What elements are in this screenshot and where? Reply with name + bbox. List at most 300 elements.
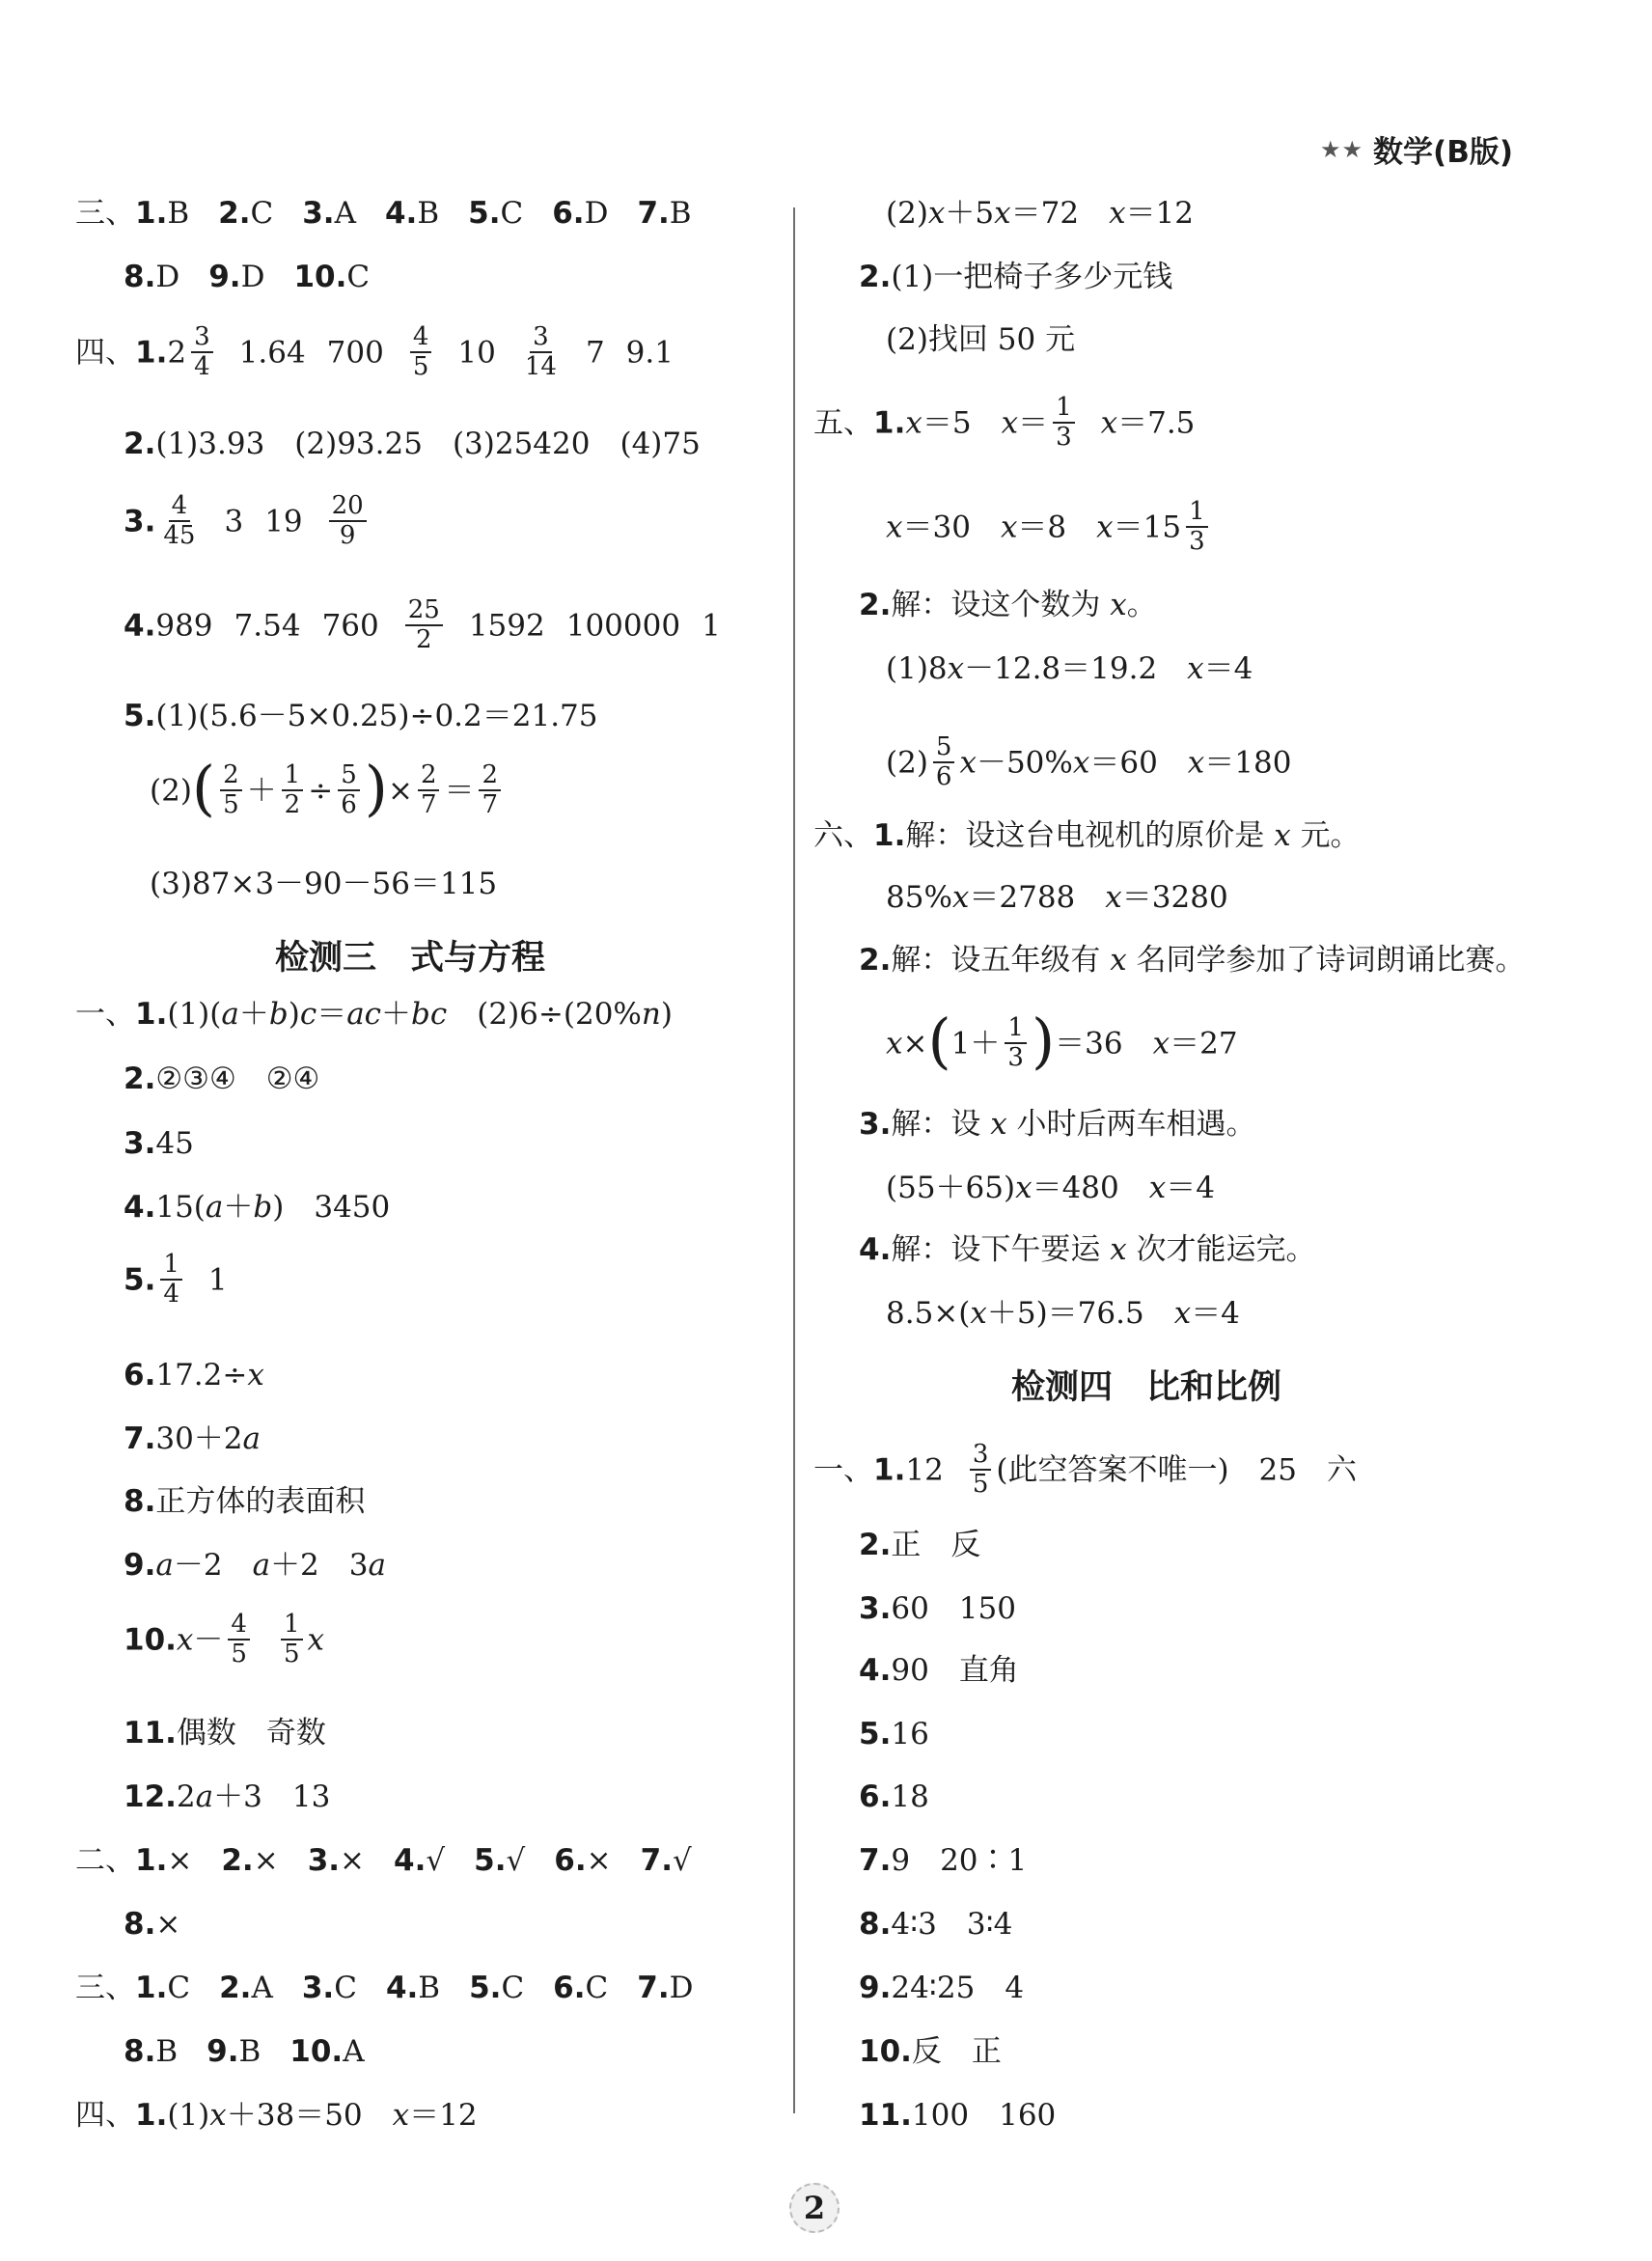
item-number: 9.: [208, 260, 241, 294]
variable: x: [927, 196, 946, 231]
item-number: 12.: [124, 1779, 177, 1814]
text: ＝: [317, 997, 347, 1032]
text: －: [193, 1622, 224, 1658]
answer-line: [124, 1610, 324, 1670]
choice-answer: [308, 1843, 365, 1878]
text: ) 3450: [272, 1190, 391, 1225]
text: ＋5: [945, 196, 995, 231]
answer-line: [859, 2034, 1002, 2069]
answer-line: [124, 1907, 209, 1942]
item-number: 6.: [553, 1971, 586, 2005]
answer-line: [150, 869, 497, 899]
variable: x: [1274, 818, 1291, 853]
text: ＝4: [1166, 1171, 1215, 1205]
answer-value: D: [584, 196, 609, 231]
item-number: 6.: [124, 1358, 156, 1392]
variable: x: [1096, 510, 1114, 545]
answer-text: (1)一把椅子多少元钱: [891, 260, 1173, 294]
text: ＝72: [1010, 196, 1110, 231]
variable: x: [1015, 1171, 1032, 1205]
answer-line: [886, 1006, 1238, 1076]
answer-line: [813, 818, 1361, 853]
answer-line: [859, 1530, 980, 1560]
choice-answer: [641, 1843, 692, 1878]
answer-value: ×: [155, 1907, 181, 1942]
text: (1): [167, 2098, 210, 2133]
section-number: 六、: [813, 818, 873, 853]
variable: x: [947, 651, 965, 686]
fraction-denominator: 3: [1189, 527, 1205, 557]
variable: c: [299, 997, 317, 1032]
fraction-numerator: 3: [530, 323, 552, 353]
item-number: 3.: [301, 1971, 335, 2005]
text: (1)(: [167, 997, 222, 1032]
value: 7.54: [234, 608, 301, 644]
text: ×: [902, 1026, 928, 1062]
text: －2: [173, 1548, 253, 1583]
item-number: 1.: [135, 2098, 168, 2133]
answer-line: [124, 1358, 264, 1392]
fraction-numerator: 2: [220, 761, 242, 791]
text: －12.8＝19.2: [964, 651, 1188, 686]
item-number: 5.: [124, 1262, 156, 1298]
fraction-denominator: 7: [420, 790, 437, 819]
answer-line: [859, 2098, 1057, 2133]
variable: x: [1000, 510, 1018, 545]
item-number: 8.: [859, 1907, 892, 1942]
item-number: 1.: [873, 818, 906, 853]
text: 解：设: [891, 1107, 991, 1142]
item-number: 8.: [124, 260, 156, 294]
item-number: 5.: [469, 1971, 502, 2005]
text: －50%: [976, 745, 1073, 781]
answer-text: 90 直角: [891, 1653, 1019, 1688]
answer-value: C: [500, 196, 524, 231]
variable: x: [307, 1622, 324, 1658]
answer-line: [75, 322, 674, 383]
choice-answer: [474, 1843, 525, 1878]
item-number: 8.: [124, 2034, 156, 2069]
section-number: 三、: [75, 196, 135, 231]
answer-value: B: [417, 196, 440, 231]
choice-answer: [135, 1843, 192, 1878]
item-number: 2.: [859, 588, 892, 622]
item-number: 2.: [219, 1971, 252, 2005]
answer-line: [124, 2034, 394, 2069]
text: ＝5: [922, 405, 1002, 441]
answer-text: 24∶25 4: [891, 1971, 1025, 2005]
fraction: [410, 323, 432, 381]
answer-value: C: [346, 260, 371, 294]
variable: x: [247, 1358, 264, 1392]
value: 10: [457, 335, 496, 371]
variable: x: [1173, 1296, 1192, 1331]
answer-value: D: [240, 260, 265, 294]
answer-value: A: [343, 2034, 365, 2069]
value: 7: [585, 335, 605, 371]
fraction-denominator: 5: [412, 352, 429, 382]
choice-answer: [637, 1971, 693, 2005]
choice-answer: [208, 260, 264, 294]
answer-value: B: [418, 1971, 441, 2005]
value: 19: [264, 504, 303, 539]
section-title: 检测三 式与方程: [275, 939, 546, 978]
item-number: 7.: [640, 1843, 673, 1878]
fraction-denominator: 5: [283, 1640, 300, 1669]
fraction: [228, 1611, 250, 1668]
section-title: 检测四 比和比例: [1011, 1368, 1282, 1407]
variable: x: [994, 196, 1011, 231]
fraction: [479, 761, 501, 819]
answer-line: [859, 1653, 1019, 1688]
answer-line: [859, 1107, 1256, 1142]
choice-answer: [135, 196, 189, 231]
text: ＝4: [1203, 651, 1253, 686]
answer-value: A: [334, 196, 356, 231]
choice-answer: [469, 1971, 524, 2005]
item-number: 2.: [859, 943, 892, 978]
fraction-numerator: 3: [970, 1441, 992, 1471]
fraction: [282, 761, 304, 819]
answer-text: 4∶3 3∶4: [891, 1907, 1013, 1942]
star-icon: ★★: [1320, 135, 1364, 163]
text: ): [288, 997, 300, 1032]
choice-answer: [637, 196, 691, 231]
answer-value: C: [167, 1971, 191, 2005]
fraction-numerator: 2: [418, 761, 440, 791]
text: ): [660, 997, 673, 1032]
fraction-numerator: 5: [933, 733, 955, 763]
fraction: [970, 1441, 992, 1499]
text: 17.2÷: [155, 1358, 248, 1392]
text: 30＋2: [155, 1421, 243, 1456]
item-number: 4.: [859, 1653, 892, 1688]
choice-answer: [124, 260, 179, 294]
answer-value: B: [155, 2034, 179, 2069]
text: ＋: [238, 997, 269, 1032]
text: 85%: [886, 880, 952, 915]
fraction-numerator: 1: [1005, 1014, 1027, 1044]
answer-value: C: [585, 1971, 609, 2005]
variable: x: [1110, 1232, 1127, 1267]
variable: x: [1110, 943, 1127, 978]
answer-text: (3)87×3－90－56＝115: [150, 867, 498, 901]
choice-answer: [302, 1971, 357, 2005]
item-number: 7.: [637, 1971, 670, 2005]
item-number: 4.: [124, 608, 156, 644]
answer-line: [124, 429, 701, 459]
item-number: 11.: [124, 1716, 177, 1751]
variable: x: [1187, 651, 1204, 686]
answer-line: [124, 699, 598, 733]
variable: x: [1152, 1026, 1170, 1062]
answer-line: [886, 322, 1076, 357]
fraction: [329, 492, 367, 550]
item-number: 4.: [859, 1232, 892, 1267]
answer-text: (1)(5.6－5×0.25)÷0.2＝21.75: [155, 699, 598, 733]
item-number: 10.: [859, 2034, 912, 2069]
paren-open: (: [191, 753, 216, 823]
text: ＝4: [1191, 1296, 1240, 1331]
text: ＋5)＝76.5: [986, 1296, 1174, 1331]
item-number: 1.: [135, 335, 168, 371]
text: (2)6÷(20%: [447, 997, 642, 1032]
fraction-numerator: 3: [191, 323, 213, 353]
item-number: 8.: [124, 1907, 156, 1942]
choice-answer: [218, 196, 273, 231]
fraction-denominator: 7: [482, 790, 499, 819]
item-number: 2.: [218, 196, 251, 231]
fraction-numerator: 2: [479, 761, 501, 791]
item-number: 1.: [135, 997, 168, 1032]
fraction: [405, 596, 443, 654]
fraction-numerator: 5: [338, 761, 360, 791]
answer-value: C: [501, 1971, 525, 2005]
answer-text: (2)找回 50 元: [886, 322, 1076, 357]
variable: b: [253, 1190, 273, 1225]
answer-text: (1)3.93 (2)93.25 (3)25420 (4)75: [155, 427, 701, 461]
fraction: [522, 323, 560, 381]
fraction-numerator: 1: [1186, 498, 1208, 528]
item-number: 2.: [124, 427, 156, 461]
item-number: 3.: [124, 1126, 156, 1161]
answer-value: ×: [253, 1843, 279, 1878]
answer-value: B: [238, 2034, 262, 2069]
answer-line: [75, 1973, 722, 2003]
item-number: 6.: [552, 196, 585, 231]
value: 9.1: [625, 335, 674, 371]
item-number: 9.: [124, 1548, 156, 1583]
fraction-numerator: 4: [410, 323, 432, 353]
answer-line: [859, 1591, 1016, 1626]
variable: x: [951, 880, 970, 915]
item-number: 2.: [221, 1843, 254, 1878]
text: 次才能运完。: [1126, 1232, 1316, 1267]
text: 解：设这个数为: [891, 588, 1111, 622]
item-number: 7.: [637, 196, 670, 231]
text: 2: [176, 1779, 196, 1814]
fraction: [1005, 1014, 1027, 1072]
item-number: 2.: [859, 1528, 892, 1562]
text: (2): [886, 196, 928, 231]
answer-line: [859, 262, 1172, 292]
choice-answer: [302, 196, 356, 231]
answer-text: 反 正: [911, 2034, 1002, 2069]
answer-line: (2)( $\frac{2}{5}$ ＋ $\frac{1}{2}$ ÷ $\frac{5}{6}$ )× $\frac{2}{7}$ ＝ $\frac{2}{7}$: [150, 762, 506, 822]
item-number: 4.: [124, 1190, 156, 1225]
fraction-denominator: 4: [163, 1280, 179, 1310]
answer-line: [859, 943, 1526, 978]
text: ＝30: [902, 510, 1001, 545]
item-number: 4.: [385, 1971, 419, 2005]
choice-answer: [468, 196, 523, 231]
answer-text: 9 20∶1: [891, 1843, 1028, 1878]
text: ＝27: [1170, 1026, 1238, 1062]
answer-text: 18: [891, 1779, 929, 1814]
section-number: 三、: [75, 1971, 135, 2005]
variable: a: [155, 1548, 174, 1583]
item-number: 3.: [307, 1843, 341, 1878]
text: ＝8: [1017, 510, 1097, 545]
variable: bc: [411, 997, 448, 1032]
answer-line: [886, 880, 1228, 915]
item-number: 1.: [135, 1971, 168, 2005]
variable: x: [1105, 880, 1122, 915]
variable: x: [1100, 405, 1118, 441]
text: ＝12: [409, 2098, 478, 2133]
answer-line: [124, 1190, 391, 1225]
answer-value: D: [155, 260, 180, 294]
variable: ac: [346, 997, 382, 1032]
text: ＝12: [1125, 196, 1195, 231]
fraction-denominator: 3: [1007, 1043, 1024, 1072]
section-number: 一、: [813, 1452, 873, 1488]
variable: a: [195, 1779, 214, 1814]
variable: n: [641, 997, 661, 1032]
choice-answer: [221, 1843, 278, 1878]
fraction-denominator: 9: [339, 521, 356, 551]
variable: x: [1109, 196, 1126, 231]
variable: x: [176, 1622, 194, 1658]
text: ＋: [223, 1190, 254, 1225]
fraction-denominator: 2: [284, 790, 301, 819]
value: 1: [702, 608, 721, 644]
answer-text: 100 160: [911, 2098, 1057, 2133]
item-number: 8.: [124, 1484, 156, 1519]
answer-text: 正方体的表面积: [155, 1484, 366, 1519]
text: ＝36: [1055, 1026, 1153, 1062]
variable: x: [886, 510, 903, 545]
value: 100000: [565, 608, 681, 644]
choice-answer: [552, 196, 608, 231]
item-number: 6.: [554, 1843, 587, 1878]
answer-line: [859, 1843, 1028, 1878]
text: ＋3 13: [213, 1779, 331, 1814]
answer-value: C: [334, 1971, 357, 2005]
fraction: [281, 1611, 303, 1668]
fraction-numerator: 20: [329, 492, 367, 522]
item-number: 7.: [859, 1843, 892, 1878]
item-number: 2.: [859, 260, 892, 294]
fraction-denominator: 2: [416, 625, 432, 655]
section-number: 二、: [75, 1843, 135, 1878]
fraction-numerator: 1: [282, 761, 304, 791]
answer-text: 60 150: [891, 1591, 1016, 1626]
fraction-denominator: 14: [524, 352, 557, 382]
text: 解：设这台电视机的原价是: [905, 818, 1275, 853]
text: ＝2788: [969, 880, 1106, 915]
item-number: 1.: [873, 1452, 906, 1488]
item-number: 9.: [859, 1971, 892, 2005]
variable: x: [392, 2098, 410, 2133]
answer-text: 偶数 奇数: [176, 1716, 326, 1751]
item-number: 6.: [859, 1779, 892, 1814]
fraction-denominator: 6: [341, 790, 357, 819]
answer-line: [859, 588, 1157, 622]
fraction: [418, 761, 440, 819]
answer-line: [124, 1250, 228, 1310]
choice-answer: [293, 260, 370, 294]
answer-line: [124, 1064, 319, 1094]
variable: x: [1072, 745, 1090, 781]
text: ＝: [1018, 405, 1049, 441]
fraction-denominator: 5: [231, 1640, 247, 1669]
answer-value: D: [669, 1971, 694, 2005]
text: ＝480: [1032, 1171, 1149, 1205]
item-number: 5.: [859, 1717, 892, 1751]
text: (1)8: [886, 651, 948, 686]
answer-line: [124, 262, 399, 292]
answer-value: ×: [586, 1843, 612, 1878]
variable: x: [1187, 745, 1205, 781]
choice-answer: [124, 1907, 180, 1942]
item-number: 10.: [124, 1622, 177, 1658]
answer-text: ②③④ ②④: [155, 1062, 320, 1096]
text: 12: [905, 1452, 944, 1488]
answer-line: [886, 1173, 1215, 1203]
fraction-numerator: 4: [169, 492, 191, 522]
text: 。: [1126, 588, 1157, 622]
column-divider: [793, 207, 795, 2113]
item-number: 1.: [135, 1843, 168, 1878]
answer-value: √: [672, 1843, 692, 1878]
choice-answer: [124, 2034, 178, 2069]
variable: x: [959, 745, 977, 781]
answer-text: 16: [891, 1717, 929, 1751]
choice-answer: [554, 1843, 611, 1878]
answer-line: [886, 497, 1213, 558]
fraction-numerator: 1: [160, 1251, 182, 1281]
value: 1.64: [238, 335, 306, 371]
item-number: 1.: [135, 196, 168, 231]
section-number: 一、: [75, 997, 135, 1032]
fraction: [338, 761, 360, 819]
choice-answer: [386, 1971, 440, 2005]
fraction: [160, 1251, 182, 1309]
paren-close: ): [1031, 1006, 1056, 1076]
item-number: 3.: [859, 1591, 892, 1626]
item-number: 10.: [289, 2034, 344, 2069]
answer-line: [124, 1421, 262, 1456]
fraction-denominator: 6: [935, 762, 952, 792]
item-number: 2.: [124, 1062, 156, 1096]
item-number: 3.: [124, 504, 156, 539]
choice-answer: [289, 2034, 364, 2069]
fraction-denominator: 5: [972, 1470, 989, 1500]
fraction-denominator: 3: [1056, 423, 1072, 453]
answer-value: B: [167, 196, 190, 231]
text: ＋: [381, 997, 412, 1032]
choice-answer: [206, 2034, 261, 2069]
item-number: 1.: [873, 405, 906, 441]
answer-value: B: [669, 196, 692, 231]
text: 小时后两车相遇。: [1006, 1107, 1256, 1142]
text: 1＋: [950, 1026, 1001, 1062]
value: 2: [167, 335, 187, 371]
text: ＝60: [1089, 745, 1188, 781]
choice-answer: [394, 1843, 445, 1878]
fraction: [1186, 498, 1208, 556]
variable: x: [970, 1296, 987, 1331]
variable: a: [221, 997, 239, 1032]
variable: a: [205, 1190, 224, 1225]
answer-line: [859, 1973, 1024, 2003]
text: ＋2 3: [270, 1548, 369, 1583]
value: 3: [224, 504, 244, 539]
item-number: 9.: [206, 2034, 239, 2069]
item-number: 3.: [302, 196, 335, 231]
item-number: 5.: [468, 196, 501, 231]
